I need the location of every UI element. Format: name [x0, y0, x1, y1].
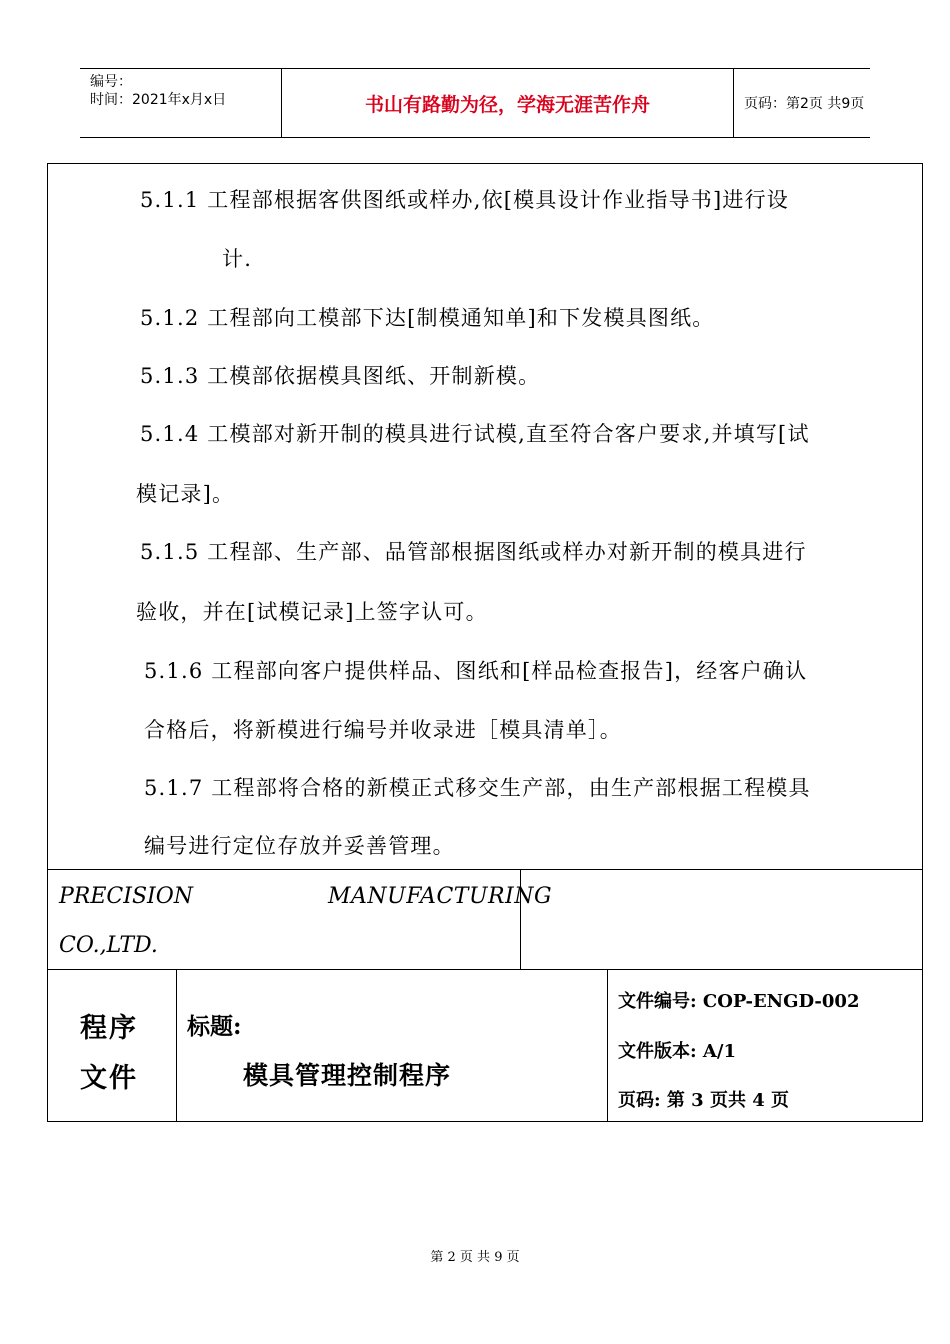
procedure-content [47, 163, 923, 870]
company-name [48, 870, 553, 969]
document-type [48, 970, 177, 1121]
company-word-co-ltd: CO.,LTD. [59, 933, 158, 958]
header-page: 页码：第2页 共9页 [744, 96, 865, 112]
document-number: 文件编号: COP-ENGD-002 [618, 991, 860, 1012]
document-title-block [47, 970, 923, 1122]
para-5-1-4-line2: 模记录]。 [136, 482, 235, 506]
header-number: 编号： [90, 74, 132, 90]
document-type-line2: 文件 [80, 1063, 138, 1094]
document-page: 页码: 第 3 页共 4 页 [618, 1090, 790, 1111]
para-5-1-7-line1: 5.1.7 工程部将合格的新模正式移交生产部，由生产部根据工程模具 [144, 776, 811, 800]
page-header [80, 68, 870, 138]
header-time: 时间：2021年x月x日 [90, 92, 227, 108]
company-word-precision: PRECISION [59, 884, 193, 909]
para-5-1-5-line2: 验收，并在[试模记录]上签字认可。 [136, 600, 488, 624]
para-5-1-6-line2: 合格后，将新模进行编号并收录进［模具清单］。 [144, 718, 622, 742]
document-meta [608, 970, 923, 1121]
para-5-1-1-line1: 5.1.1 工程部根据客供图纸或样办,依[模具设计作业指导书]进行设 [140, 188, 789, 212]
para-5-1-1-line2: 计. [222, 247, 253, 271]
company-word-manufacturing: MANUFACTURING [328, 884, 553, 909]
header-motto: 书山有路勤为径，学海无涯苦作舟 [282, 69, 734, 137]
document-title-cell [177, 970, 608, 1121]
para-5-1-4-line1: 5.1.4 工模部对新开制的模具进行试模,直至符合客户要求,并填写[试 [140, 422, 810, 446]
para-5-1-6-line1: 5.1.6 工程部向客户提供样品、图纸和[样品检查报告]，经客户确认 [144, 659, 808, 683]
header-meta [80, 69, 282, 137]
para-5-1-7-line2: 编号进行定位存放并妥善管理。 [144, 834, 455, 858]
document-type-line1: 程序 [80, 1013, 138, 1044]
para-5-1-3: 5.1.3 工模部依据模具图纸、开制新模。 [140, 364, 541, 388]
document-title: 模具管理控制程序 [243, 1061, 452, 1090]
para-5-1-2: 5.1.2 工程部向工模部下达[制模通知单]和下发模具图纸。 [140, 306, 715, 330]
para-5-1-5-line1: 5.1.5 工程部、生产部、品管部根据图纸或样办对新开制的模具进行 [140, 540, 807, 564]
page-footer: 第 2 页 共 9 页 [430, 1250, 520, 1265]
company-row [47, 870, 923, 970]
document-version: 文件版本: A/1 [618, 1041, 736, 1062]
title-label: 标题: [187, 1013, 242, 1040]
